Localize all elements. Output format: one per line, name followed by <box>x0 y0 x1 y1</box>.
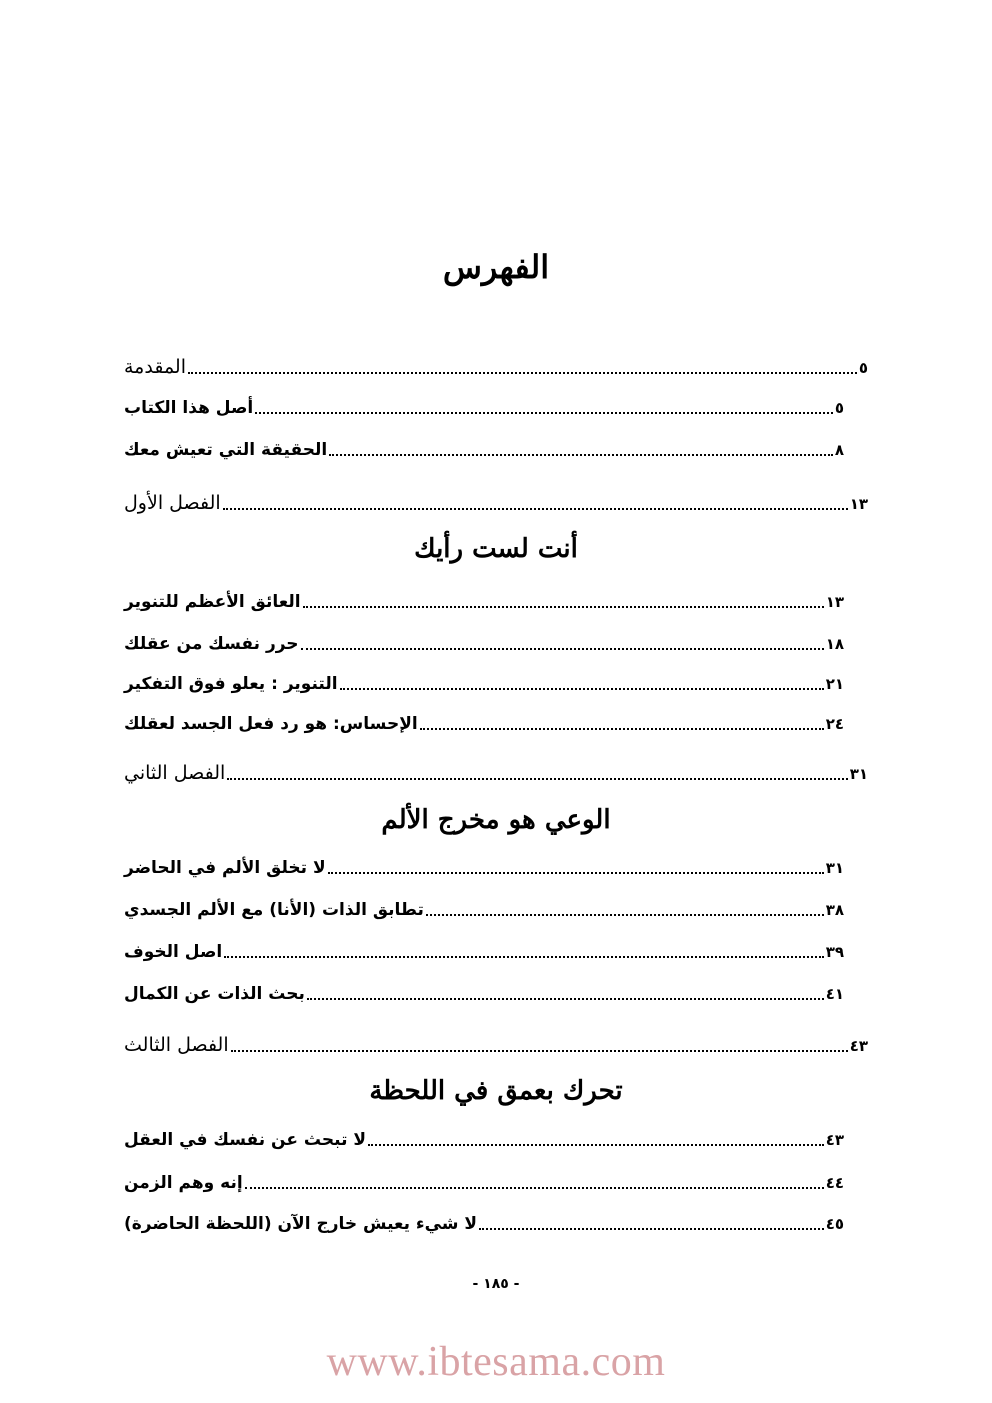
chapter-3-subtitle: تحرك بعمق في اللحظة <box>369 1076 623 1106</box>
toc-entry-page: ٤٤ <box>825 1174 844 1192</box>
toc-entry-page: ٨ <box>834 441 844 459</box>
dot-leader <box>231 1049 848 1052</box>
dot-leader <box>329 453 833 456</box>
toc-entry-page: ١٣ <box>825 593 844 611</box>
dot-leader <box>303 605 824 608</box>
toc-entry <box>124 674 844 694</box>
dot-leader <box>301 647 824 650</box>
toc-entry-label: تطابق الذات (الأنا) مع الألم الجسدي <box>124 900 424 920</box>
toc-entry-page: ٤٥ <box>825 1215 844 1233</box>
dot-leader <box>479 1227 824 1230</box>
toc-entry <box>124 1130 844 1150</box>
toc-chapter-3 <box>124 1034 868 1056</box>
toc-chapter-2 <box>124 762 868 784</box>
toc-entry-label: الفصل الثاني <box>124 762 226 784</box>
toc-entry-page: ٣٩ <box>825 943 844 961</box>
toc-entry-label: الفصل الثالث <box>124 1034 229 1056</box>
toc-chapter-1 <box>124 492 868 514</box>
toc-entry-page: ٥ <box>858 359 868 377</box>
dot-leader <box>188 371 857 374</box>
toc-entry-label: اصل الخوف <box>124 942 223 962</box>
toc-entry-label: الإحساس: هو رد فعل الجسد لعقلك <box>124 714 418 734</box>
toc-entry <box>124 1214 844 1234</box>
toc-entry-label: الفصل الأول <box>124 492 221 514</box>
chapter-1-subtitle: أنت لست رأيك <box>414 534 578 564</box>
toc-entry <box>124 984 844 1004</box>
toc-entry-page: ٢٤ <box>825 715 844 733</box>
dot-leader <box>307 997 824 1000</box>
toc-entry-page: ٤١ <box>825 985 844 1003</box>
toc-entry-label: أصل هذا الكتاب <box>124 398 254 418</box>
toc-entry-page: ٥ <box>834 399 844 417</box>
dot-leader <box>328 871 824 874</box>
toc-entry-introduction <box>124 356 868 378</box>
toc-entry <box>124 714 844 734</box>
dot-leader <box>227 777 847 780</box>
dot-leader <box>245 1186 824 1189</box>
toc-entry-label: المقدمة <box>124 356 187 378</box>
toc-entry <box>124 858 844 878</box>
toc-entry-label: لا تبحث عن نفسك في العقل <box>124 1130 367 1150</box>
toc-entry-page: ١٣ <box>849 495 868 513</box>
page-title: الفهرس <box>442 248 550 286</box>
dot-leader <box>340 687 824 690</box>
toc-entry-page: ٤٣ <box>825 1131 844 1149</box>
toc-entry-label: إنه وهم الزمن <box>124 1173 243 1193</box>
dot-leader <box>255 411 833 414</box>
dot-leader <box>223 507 848 510</box>
toc-entry <box>124 440 844 460</box>
toc-entry <box>124 634 844 654</box>
toc-entry-page: ٢١ <box>825 675 844 693</box>
toc-entry-page: ٣١ <box>825 859 844 877</box>
toc-entry-page: ٣٨ <box>825 901 844 919</box>
toc-entry-label: التنوير : يعلو فوق التفكير <box>124 674 338 694</box>
toc-entry <box>124 1173 844 1193</box>
dot-leader <box>224 955 823 958</box>
toc-entry-label: لا تخلق الألم في الحاضر <box>124 858 326 878</box>
toc-entry-label: لا شيء يعيش خارج الآن (اللحظة الحاضرة) <box>124 1214 478 1234</box>
dot-leader <box>426 913 824 916</box>
dot-leader <box>420 727 824 730</box>
dot-leader <box>368 1143 824 1146</box>
toc-entry <box>124 942 844 962</box>
toc-entry-label: بحث الذات عن الكمال <box>124 984 305 1004</box>
chapter-2-subtitle: الوعي هو مخرج الألم <box>381 805 611 835</box>
toc-entry <box>124 592 844 612</box>
toc-entry-label: الحقيقة التي تعيش معك <box>124 440 328 460</box>
toc-entry-label: حرر نفسك من عقلك <box>124 634 299 654</box>
toc-entry-label: العائق الأعظم للتنوير <box>124 592 301 612</box>
toc-entry-page: ١٨ <box>825 635 844 653</box>
toc-entry-page: ٤٣ <box>849 1037 868 1055</box>
toc-entry <box>124 398 844 418</box>
toc-entry <box>124 900 844 920</box>
toc-entry-page: ٣١ <box>849 765 868 783</box>
watermark: www.ibtesama.com <box>326 1339 666 1385</box>
page-number: - ١٨٥ - <box>472 1276 520 1292</box>
